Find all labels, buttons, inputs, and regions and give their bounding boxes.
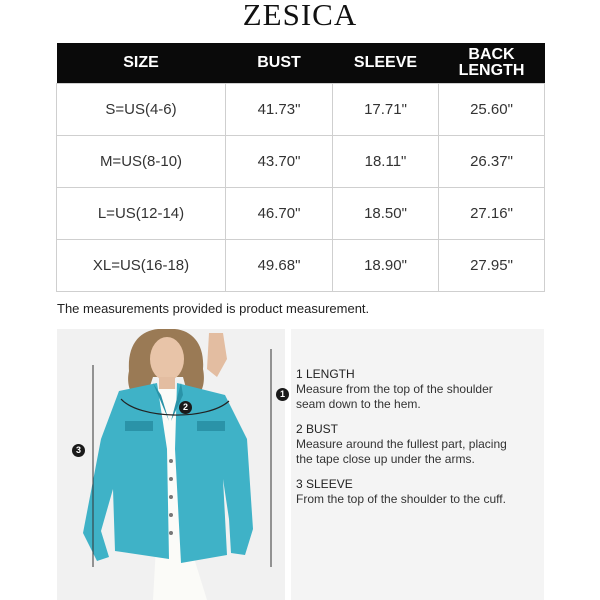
bust-marker: 2 xyxy=(179,401,192,414)
cell-size: S=US(4-6) xyxy=(57,84,226,136)
instruction-text: Measure around the fullest part, placing xyxy=(296,437,507,451)
cell-sleeve: 17.71" xyxy=(333,84,439,136)
brand-logo: ZESICA xyxy=(242,0,358,32)
cell-bust: 41.73" xyxy=(226,84,333,136)
instruction-text: seam down to the hem. xyxy=(296,397,421,411)
cell-sleeve: 18.90" xyxy=(333,240,439,292)
table-header-row xyxy=(57,43,545,84)
measurement-note: The measurements provided is product measurement. xyxy=(57,301,370,316)
header-sleeve: SLEEVE xyxy=(333,43,439,84)
header-back-length: BACK LENGTH xyxy=(439,43,545,84)
cell-bust: 46.70" xyxy=(226,188,333,240)
instruction-heading: 3 SLEEVE xyxy=(296,477,353,491)
table-row xyxy=(57,240,545,292)
cell-size: L=US(12-14) xyxy=(57,188,226,240)
cell-sleeve: 18.50" xyxy=(333,188,439,240)
cell-back-length: 25.60" xyxy=(439,84,545,136)
table-row xyxy=(57,84,545,136)
instruction-sleeve xyxy=(296,477,506,507)
instruction-text: Measure from the top of the shoulder xyxy=(296,382,493,396)
instruction-heading: 1 LENGTH xyxy=(296,367,355,381)
model-photo-panel xyxy=(57,329,285,600)
instruction-text: the tape close up under the arms. xyxy=(296,452,475,466)
header-bust: BUST xyxy=(226,43,333,84)
table-row xyxy=(57,188,545,240)
cell-back-length: 26.37" xyxy=(439,136,545,188)
header-size: SIZE xyxy=(57,43,226,84)
cell-size: M=US(8-10) xyxy=(57,136,226,188)
cell-sleeve: 18.11" xyxy=(333,136,439,188)
cell-back-length: 27.95" xyxy=(439,240,545,292)
instruction-bust xyxy=(296,422,507,467)
model-illustration xyxy=(57,329,285,600)
size-chart-table xyxy=(56,43,545,292)
instruction-length xyxy=(296,367,493,412)
table-row xyxy=(57,136,545,188)
length-marker: 1 xyxy=(276,388,289,401)
cell-bust: 43.70" xyxy=(226,136,333,188)
cell-back-length: 27.16" xyxy=(439,188,545,240)
instruction-heading: 2 BUST xyxy=(296,422,339,436)
instruction-text: From the top of the shoulder to the cuff. xyxy=(296,492,506,506)
cell-bust: 49.68" xyxy=(226,240,333,292)
sleeve-marker: 3 xyxy=(72,444,85,457)
cell-size: XL=US(16-18) xyxy=(57,240,226,292)
